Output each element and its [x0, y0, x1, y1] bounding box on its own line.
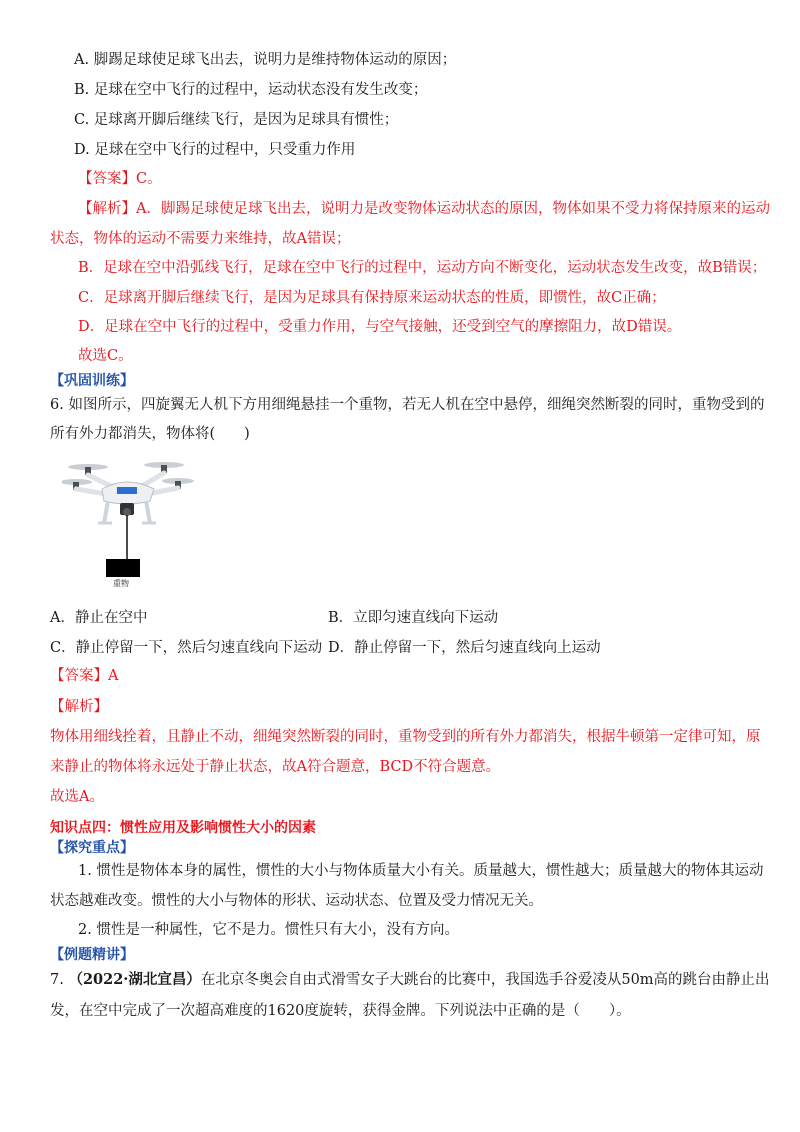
q5-option-a: A. 脚踢足球使足球飞出去，说明力是维持物体运动的原因；: [74, 52, 457, 68]
q5-analysis-line4: C．足球离开脚后继续飞行，是因为足球具有保持原来运动状态的性质，即惯性，故C正确；: [78, 290, 666, 306]
q5-option-d: D. 足球在空中飞行的过程中，只受重力作用: [74, 142, 356, 158]
knowledge4-point1-line2: 状态越难改变。惯性的大小与物体的形状、运动状态、位置及受力情况无关。: [50, 893, 543, 909]
q6-analysis-line2: 来静止的物体将永远处于静止状态，故A符合题意，BCD不符合题意。: [50, 759, 501, 775]
section-consolidate-heading: 【巩固训练】: [50, 373, 134, 389]
q7-stem-line2: 发，在空中完成了一次超高难度的1620度旋转，获得金牌。下列说法中正确的是（ ）。: [50, 1003, 631, 1019]
q5-conclusion: 故选C。: [78, 348, 133, 364]
q6-stem-line1: 6. 如图所示，四旋翼无人机下方用细绳悬挂一个重物，若无人机在空中悬停，细绳突然断裂的同时，重物受到的: [50, 397, 765, 413]
q5-option-b: B. 足球在空中飞行的过程中，运动状态没有发生改变；: [74, 82, 428, 98]
q6-analysis-line1: 物体用细线拴着，且静止不动，细绳突然断裂的同时，重物受到的所有外力都消失，根据牛顿第一定律可知，原: [50, 729, 761, 745]
q5-analysis-line1: 【解析】A．脚踢足球使足球飞出去，说明力是改变物体运动状态的原因，物体如果不受力将保持原来的运动: [78, 201, 770, 217]
q7-stem-line1: 7. （2022·湖北宜昌）在北京冬奥会自由式滑雪女子大跳台的比赛中，我国选手谷爱凌从50m高的跳台由静止出: [50, 971, 770, 988]
q6-stem-line2: 所有外力都消失，物体将( ): [50, 426, 250, 442]
knowledge4-point1-line1: 1. 惯性是物体本身的属性，惯性的大小与物体质量大小有关。质量越大，惯性越大；质量越大的物体其运动: [78, 863, 764, 879]
drone-figure: [62, 455, 197, 580]
knowledge4-point2: 2. 惯性是一种属性，它不是力。惯性只有大小，没有方向。: [78, 922, 459, 938]
knowledge4-title: 知识点四：惯性应用及影响惯性大小的因素: [50, 820, 316, 836]
q6-option-a: A．静止在空中: [50, 610, 148, 626]
q6-analysis-label: 【解析】: [50, 699, 108, 715]
figure-label-weight: 重物: [113, 579, 129, 588]
q5-answer: 【答案】C。: [78, 171, 162, 187]
q5-option-c: C. 足球离开脚后继续飞行，是因为足球具有惯性；: [74, 112, 399, 128]
q5-analysis-line3: B．足球在空中沿弧线飞行，足球在空中飞行的过程中，运动方向不断变化，运动状态发生改变，故B错误；: [78, 260, 767, 276]
q5-analysis-line2: 状态，物体的运动不需要力来维持，故A错误；: [50, 231, 351, 247]
q7-source: （2022·湖北宜昌）: [68, 971, 201, 988]
q5-analysis-line5: D．足球在空中飞行的过程中，受重力作用，与空气接触，还受到空气的摩擦阻力，故D错误。: [78, 319, 682, 335]
q6-option-c: C．静止停留一下，然后匀速直线向下运动: [50, 640, 323, 656]
knowledge4-focus-heading: 【探究重点】: [50, 840, 134, 856]
q6-conclusion: 故选A。: [50, 789, 104, 805]
weight-block: [106, 559, 140, 577]
q6-option-b: B．立即匀速直线向下运动: [328, 610, 499, 626]
q6-option-d: D．静止停留一下，然后匀速直线向上运动: [328, 640, 601, 656]
q6-answer: 【答案】A: [50, 668, 119, 684]
section-example-heading: 【例题精讲】: [50, 947, 134, 963]
